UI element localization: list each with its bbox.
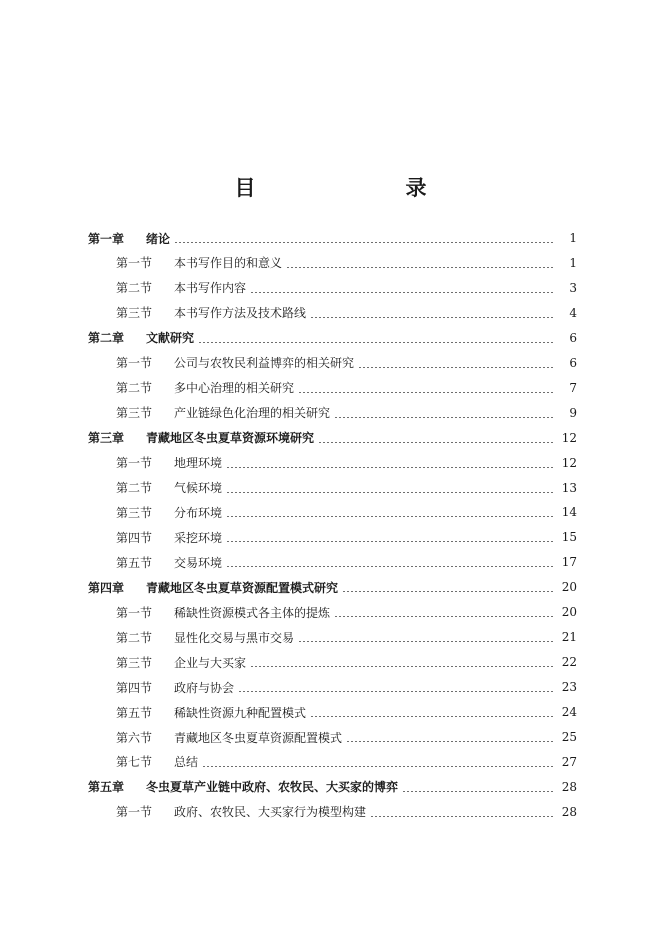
- dot-leader: [318, 442, 555, 443]
- toc-entry-number: 第五节: [116, 555, 153, 570]
- toc-section-entry[interactable]: [0, 725, 661, 749]
- toc-entry-title: 地理环境: [174, 456, 223, 471]
- toc-entry-number: 第四节: [116, 680, 153, 695]
- toc-entry-title: 稀缺性资源九种配置模式: [174, 705, 307, 720]
- toc-entry-number: 第三节: [116, 505, 153, 520]
- toc-entry-label: [116, 304, 306, 321]
- toc-entry-page-number: 27: [561, 754, 577, 769]
- toc-chapter-entry[interactable]: [0, 575, 661, 599]
- toc-entry-label: [116, 729, 342, 746]
- toc-entry-label: [116, 803, 366, 820]
- toc-entry-label: [116, 404, 330, 421]
- toc-section-entry[interactable]: [0, 550, 661, 574]
- toc-entry-number: 第四节: [116, 530, 153, 545]
- dot-leader: [342, 591, 555, 592]
- toc-entry-page-number: 13: [561, 480, 577, 495]
- toc-entry-number: 第三节: [116, 655, 153, 670]
- toc-entry-page-number: 28: [561, 804, 577, 819]
- toc-entry-page-number: 12: [561, 430, 577, 445]
- toc-chapter-entry[interactable]: [0, 426, 661, 450]
- toc-entry-number: 第三章: [88, 431, 125, 446]
- toc-entry-number: 第二节: [116, 381, 153, 396]
- toc-entry-number: 第二章: [88, 331, 125, 346]
- toc-section-entry[interactable]: [0, 351, 661, 375]
- toc-entry-page-number: 28: [561, 779, 577, 794]
- toc-entry-title: 交易环境: [174, 555, 223, 570]
- toc-entry-page-number: 23: [561, 680, 577, 695]
- toc-entry-number: 第一节: [116, 456, 153, 471]
- toc-entry-title: 政府、农牧民、大买家行为模型构建: [174, 805, 367, 820]
- toc-entry-number: 第七节: [116, 755, 153, 770]
- toc-entry-page-number: 15: [561, 530, 577, 545]
- toc-entry-page-number: 20: [561, 580, 577, 595]
- toc-entry-title: 冬虫夏草产业链中政府、农牧民、大买家的博弈: [146, 780, 399, 795]
- page-title: 目 录: [234, 175, 463, 200]
- dot-leader: [202, 766, 555, 767]
- dot-leader: [334, 417, 555, 418]
- toc-entry-label: [116, 629, 294, 646]
- toc-entry-page-number: 17: [561, 555, 577, 570]
- toc-entry-page-number: 3: [569, 280, 577, 295]
- toc-entry-label: [88, 579, 338, 596]
- toc-entry-number: 第一节: [116, 805, 153, 820]
- toc-entry-label: [116, 254, 282, 271]
- toc-section-entry[interactable]: [0, 500, 661, 524]
- dot-leader: [226, 467, 555, 468]
- toc-entry-number: 第三节: [116, 406, 153, 421]
- dot-leader: [370, 816, 555, 817]
- toc-section-entry[interactable]: [0, 376, 661, 400]
- toc-entry-page-number: 12: [561, 455, 577, 470]
- dot-leader: [198, 342, 555, 343]
- toc-entry-page-number: 25: [561, 730, 577, 744]
- toc-entry-page-number: 6: [569, 330, 577, 345]
- toc-section-entry[interactable]: [0, 451, 661, 475]
- toc-entry-title: 政府与协会: [174, 680, 235, 695]
- toc-entry-label: [116, 554, 222, 571]
- toc-entry-label: [116, 604, 330, 621]
- dot-leader: [334, 616, 555, 617]
- dot-leader: [346, 741, 555, 742]
- toc-entry-title: 采挖环境: [174, 530, 223, 545]
- toc-chapter-entry[interactable]: [0, 326, 661, 350]
- toc-entry-label: [116, 529, 222, 546]
- toc-entry-number: 第四章: [88, 580, 125, 595]
- toc-entry-title: 企业与大买家: [174, 655, 247, 670]
- dot-leader: [310, 317, 555, 318]
- toc-entry-title: 产业链绿色化治理的相关研究: [174, 406, 331, 421]
- toc-entry-label: [116, 704, 306, 721]
- toc-entry-title: 绪论: [146, 231, 171, 246]
- toc-entry-label: [88, 429, 314, 446]
- toc-entry-page-number: 21: [561, 630, 577, 645]
- toc-entry-title: 显性化交易与黑市交易: [174, 630, 295, 645]
- dot-leader: [298, 641, 555, 642]
- dot-leader: [358, 367, 555, 368]
- dot-leader: [226, 516, 555, 517]
- dot-leader: [226, 566, 555, 567]
- toc-entry-page-number: 14: [561, 505, 577, 520]
- toc-entry-title: 稀缺性资源模式各主体的提炼: [174, 605, 331, 620]
- toc-section-entry[interactable]: [0, 625, 661, 649]
- toc-entry-number: 第一节: [116, 356, 153, 371]
- toc-entry-title: 气候环境: [174, 481, 223, 495]
- toc-section-entry[interactable]: [0, 301, 661, 325]
- toc-entry-label: [116, 379, 294, 396]
- toc-section-entry[interactable]: [0, 401, 661, 425]
- dot-leader: [402, 791, 555, 792]
- toc-entry-number: 第一节: [116, 605, 153, 620]
- toc-entry-title: 总结: [174, 755, 199, 770]
- toc-entry-title: 本书写作方法及技术路线: [174, 306, 307, 321]
- toc-entry-page-number: 24: [561, 705, 577, 720]
- toc-entry-title: 分布环境: [174, 505, 223, 520]
- toc-section-entry[interactable]: [0, 525, 661, 549]
- toc-entry-label: [116, 454, 222, 471]
- toc-entry-title: 青藏地区冬虫夏草资源配置模式: [174, 730, 343, 745]
- toc-entry-page-number: 1: [569, 231, 577, 245]
- toc-entry-label: [116, 679, 234, 696]
- toc-entry-page-number: 7: [569, 380, 577, 395]
- toc-chapter-entry[interactable]: [0, 775, 661, 799]
- toc-entry-number: 第五节: [116, 705, 153, 720]
- toc-entry-title: 青藏地区冬虫夏草资源环境研究: [146, 431, 315, 446]
- toc-entry-title: 本书写作目的和意义: [174, 256, 283, 271]
- dot-leader: [238, 691, 555, 692]
- toc-section-entry[interactable]: [0, 476, 661, 500]
- dot-leader: [250, 666, 555, 667]
- toc-entry-page-number: 22: [561, 655, 577, 670]
- toc-entry-label: [88, 778, 398, 795]
- dot-leader: [286, 267, 555, 268]
- toc-entry-label: [116, 354, 354, 371]
- toc-entry-label: [88, 329, 194, 346]
- toc-entry-title: 本书写作内容: [174, 281, 247, 296]
- toc-entry-number: 第二节: [116, 630, 153, 645]
- toc-entry-number: 第二节: [116, 281, 153, 296]
- dot-leader: [174, 242, 555, 243]
- toc-section-entry[interactable]: [0, 251, 661, 275]
- toc-section-entry[interactable]: [0, 750, 661, 774]
- toc-entry-title: 公司与农牧民利益博弈的相关研究: [174, 356, 355, 371]
- toc-entry-number: 第一节: [116, 256, 153, 271]
- toc-section-entry[interactable]: [0, 650, 661, 674]
- toc-section-entry[interactable]: [0, 675, 661, 699]
- toc-chapter-entry[interactable]: [0, 226, 661, 250]
- toc-entry-label: [116, 504, 222, 521]
- dot-leader: [310, 716, 555, 717]
- toc-entry-label: [88, 230, 170, 247]
- toc-section-entry[interactable]: [0, 700, 661, 724]
- toc-entry-title: 青藏地区冬虫夏草资源配置模式研究: [146, 580, 339, 595]
- toc-entry-page-number: 6: [569, 355, 577, 370]
- toc-entry-label: [116, 753, 198, 770]
- toc-section-entry[interactable]: [0, 276, 661, 300]
- toc-entry-page-number: 4: [569, 305, 577, 320]
- toc-entry-number: 第五章: [88, 780, 125, 795]
- toc-entry-number: 第一章: [88, 231, 125, 246]
- toc-entry-title: 文献研究: [146, 331, 195, 346]
- toc-entry-page-number: 9: [569, 405, 577, 420]
- toc-section-entry[interactable]: [0, 600, 661, 624]
- toc-entry-label: [116, 479, 222, 496]
- toc-entry-label: [116, 654, 246, 671]
- toc-entry-number: 第二节: [116, 481, 153, 495]
- toc-section-entry[interactable]: [0, 800, 661, 824]
- dot-leader: [250, 292, 555, 293]
- toc-entry-label: [116, 279, 246, 296]
- toc-entry-number: 第六节: [116, 730, 153, 745]
- dot-leader: [226, 541, 555, 542]
- dot-leader: [298, 392, 555, 393]
- toc-entry-page-number: 20: [561, 605, 577, 620]
- toc-entry-title: 多中心治理的相关研究: [174, 381, 295, 396]
- dot-leader: [226, 492, 555, 493]
- toc-entry-number: 第三节: [116, 306, 153, 321]
- toc-entry-page-number: 1: [569, 255, 577, 270]
